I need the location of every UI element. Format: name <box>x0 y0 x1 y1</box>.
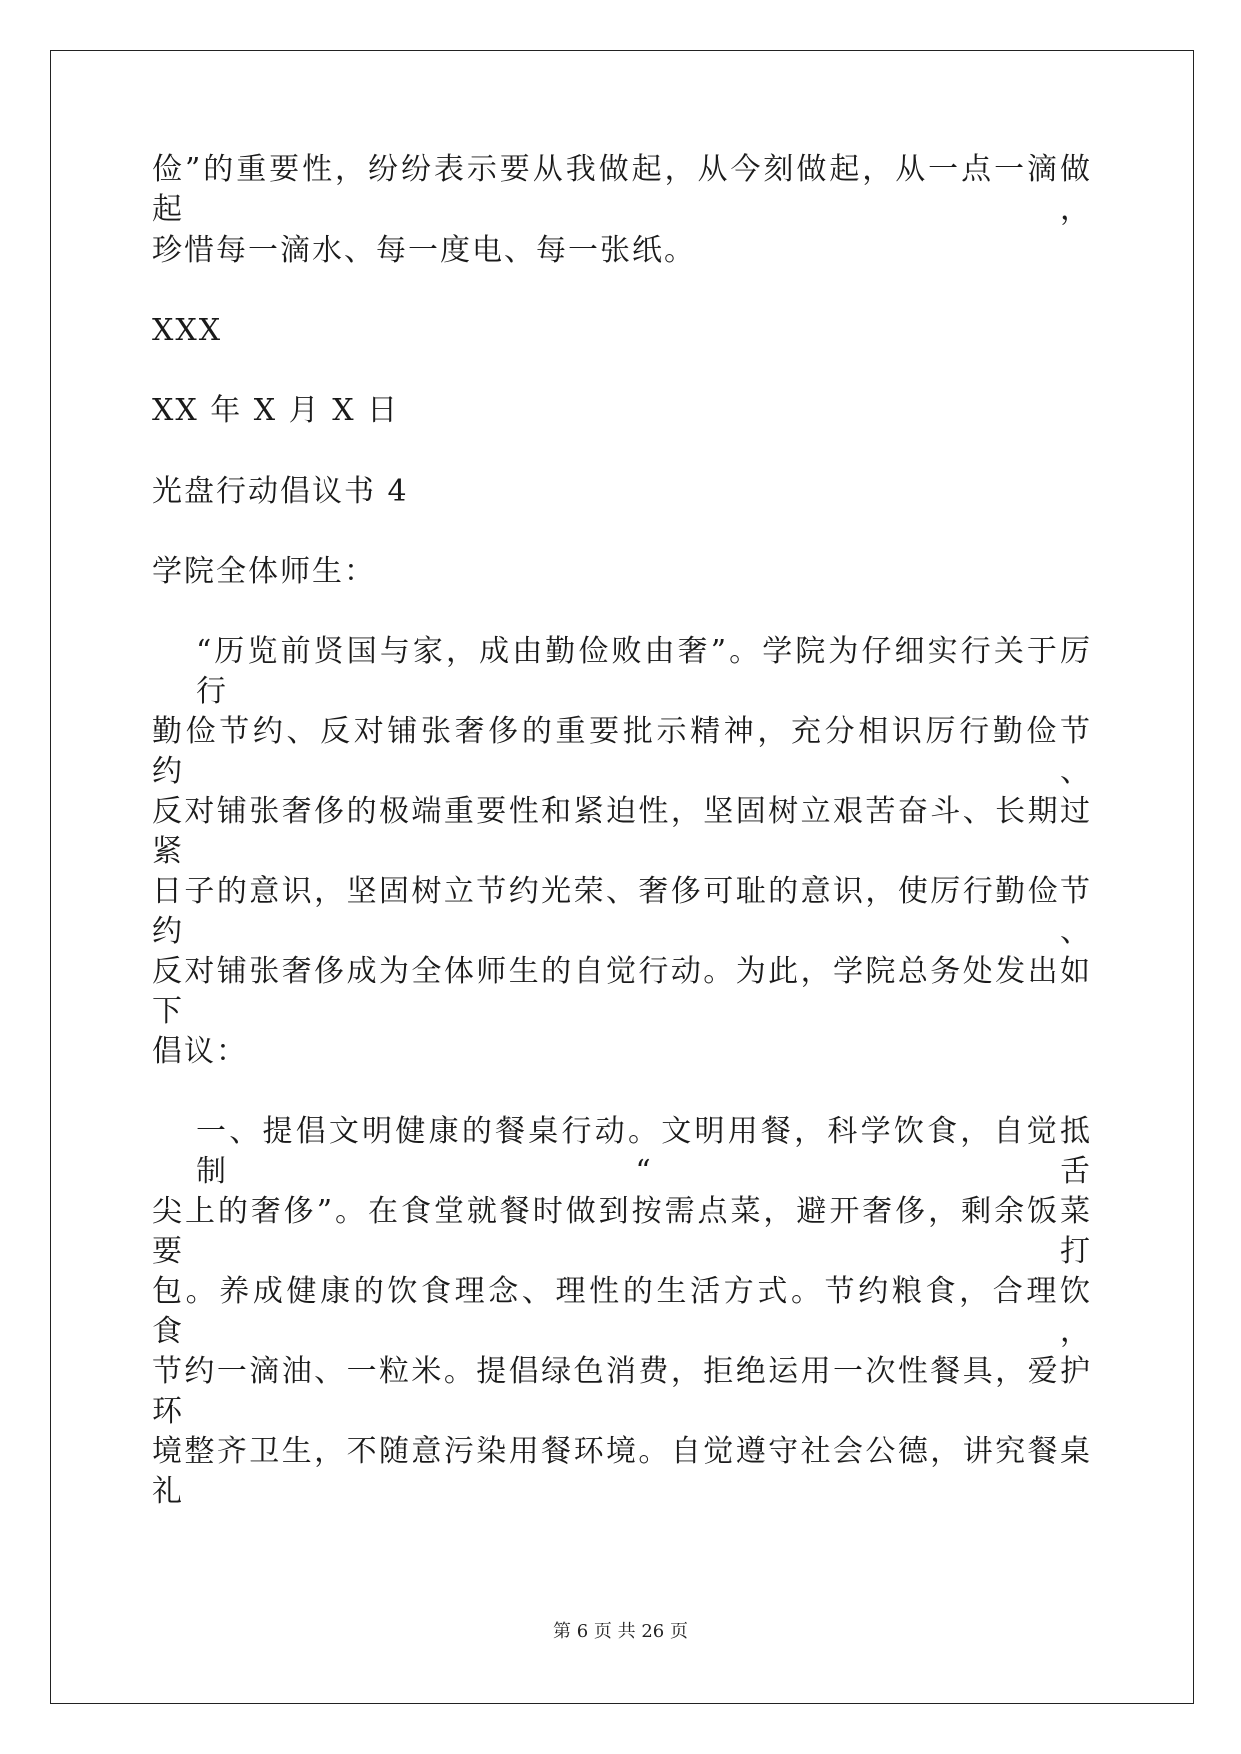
page-number-footer: 第 6 页 共 26 页 <box>553 1621 688 1642</box>
signature-date: XX 年 X 月 X 日 <box>152 393 400 428</box>
text-line: 勤俭节约、反对铺张奢侈的重要批示精神，充分相识厉行勤俭节约、 <box>152 714 1092 789</box>
text-line: 境整齐卫生，不随意污染用餐环境。自觉遵守社会公德，讲究餐桌礼 <box>152 1434 1092 1509</box>
text-line: 反对铺张奢侈成为全体师生的自觉行动。为此，学院总务处发出如下 <box>152 954 1092 1029</box>
text-line: “历览前贤国与家，成由勤俭败由奢”。学院为仔细实行关于厉行 <box>196 634 1092 709</box>
text-line: 珍惜每一滴水、每一度电、每一张纸。 <box>152 233 696 268</box>
text-line: 日子的意识，坚固树立节约光荣、奢侈可耻的意识，使厉行勤俭节约、 <box>152 874 1092 949</box>
section-title: 光盘行动倡议书 4 <box>152 474 409 509</box>
text-line: 俭”的重要性，纷纷表示要从我做起，从今刻做起，从一点一滴做起， <box>152 152 1092 227</box>
text-line: 倡议： <box>152 1034 248 1069</box>
salutation: 学院全体师生： <box>152 554 376 589</box>
text-line: 一、提倡文明健康的餐桌行动。文明用餐，科学饮食，自觉抵制“舌 <box>196 1114 1092 1189</box>
text-line: 尖上的奢侈”。在食堂就餐时做到按需点菜，避开奢侈，剩余饭菜要打 <box>152 1194 1092 1269</box>
text-line: 节约一滴油、一粒米。提倡绿色消费，拒绝运用一次性餐具，爱护环 <box>152 1354 1092 1429</box>
text-line: 反对铺张奢侈的极端重要性和紧迫性，坚固树立艰苦奋斗、长期过紧 <box>152 794 1092 869</box>
signature-name: XXX <box>152 313 223 348</box>
text-line: 包。养成健康的饮食理念、理性的生活方式。节约粮食，合理饮食， <box>152 1274 1092 1349</box>
